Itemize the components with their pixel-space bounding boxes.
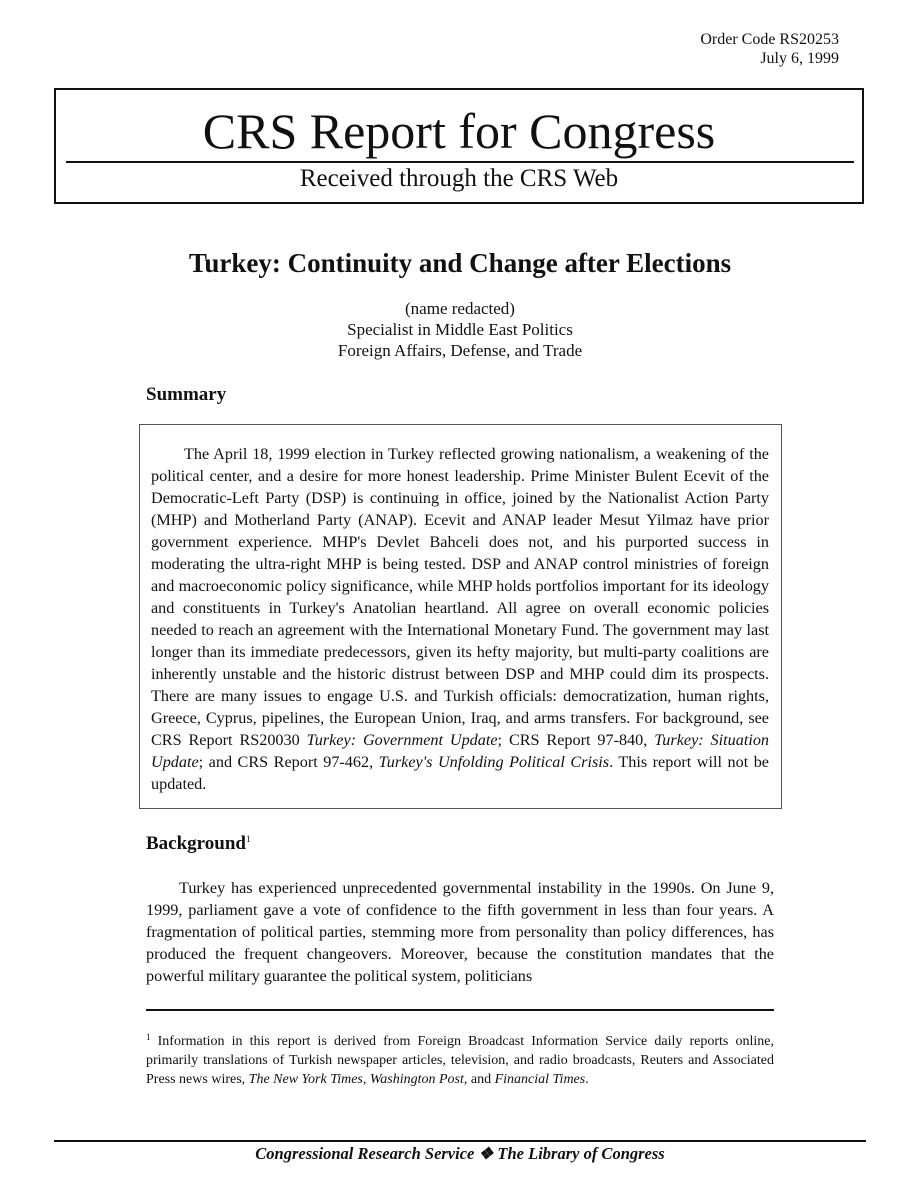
summary-sep-2: ; and CRS Report 97-462, [198,753,379,771]
background-heading [146,833,250,855]
summary-heading: Summary [146,384,227,405]
author-name: (name redacted) [405,299,515,318]
background-text: Turkey has experienced unprecedented governmental instability in the 1990s. On June 9, 1999, parliament gave a vote of confidence to the fifth government in less than four years. A fragmentation of political parties, stemming more from personality than policy differences, has produced the frequent changeovers. Moreover, because the constitution mandates that the powerful military guarantee the political system, politicians [146,879,774,985]
banner-title: CRS Report for Congress [202,103,716,159]
order-code: Order Code RS20253 [700,31,839,48]
author-division: Foreign Affairs, Defense, and Trade [337,341,583,360]
report-title: Turkey: Continuity and Change after Elections [188,248,732,278]
source-ft: Financial Times [494,1072,586,1087]
footnote-mark: 1 [146,1032,151,1042]
author-block [0,298,920,361]
report-date: July 6, 1999 [760,50,839,67]
summary-box [139,424,782,809]
ref-97-840-title: Turkey: Situation Update [151,731,770,771]
source-nyt: The New York Times [248,1072,363,1087]
ref-rs20030-title: Turkey: Government Update [306,731,498,749]
footnote-sep-1: , [362,1072,370,1087]
footnote-divider [146,1009,774,1011]
summary-end: . This report will not be updated. [151,753,769,793]
summary-sep-1: ; CRS Report 97-840, [497,731,655,749]
page-footer: Congressional Research Service ❖ The Library of Congress [255,1144,665,1163]
summary-text [151,443,769,795]
footnote-ref[interactable]: 1 [245,834,251,844]
source-wapo: Washington Post [369,1072,464,1087]
footnote [146,1028,774,1089]
footer-divider [54,1140,866,1142]
banner-divider [66,161,854,163]
banner-subtitle: Received through the CRS Web [299,165,619,192]
summary-body: The April 18, 1999 election in Turkey reflected growing nationalism, a weakening of the political center, and a desire for more honest leadership. Prime Minister Bulent Ecevit of the Democratic-Left Party (DSP) is continuing in office, joined by the Nationalist Action Party (MHP) and Motherland Party (ANAP). Ecevit and ANAP leader Mesut Yilmaz have prior government experience. MHP's Devlet Bahceli does not, and his purported success in moderating the ultra-right MHP is being tested. DSP and ANAP control ministries of foreign and macroeconomic policy significance, while MHP holds portfolios important for its ideology and constituents in Turkey's Anatolian heartland. All agree on overall economic policies needed to reach an agreement with the International Monetary Fund. The government may last longer than its immediate predecessors, given its hefty majority, but multi-party coalitions are inherently unstable and the historic distrust between DSP and MHP could dim its prospects. There are many issues to engage U.S. and Turkish officials: democratization, human rights, Greece, Cyprus, pipelines, the European Union, Iraq, and arms transfers. For background, see CRS Report RS20030 [151,445,769,749]
ref-97-462-title: Turkey's Unfolding Political Crisis [378,753,610,771]
footnote-end: . [585,1072,589,1087]
background-heading-text: Background [146,833,246,854]
footnote-body: Information in this report is derived from Foreign Broadcast Information Service daily reports online, primarily translations of Turkish newspaper articles, television, and radio broadcasts, Reuters and Associated Press news wires, [146,1034,774,1087]
author-role: Specialist in Middle East Politics [347,320,573,339]
footnote-sep-2: , and [463,1072,495,1087]
crs-banner [54,88,864,204]
order-code-block [700,30,839,68]
